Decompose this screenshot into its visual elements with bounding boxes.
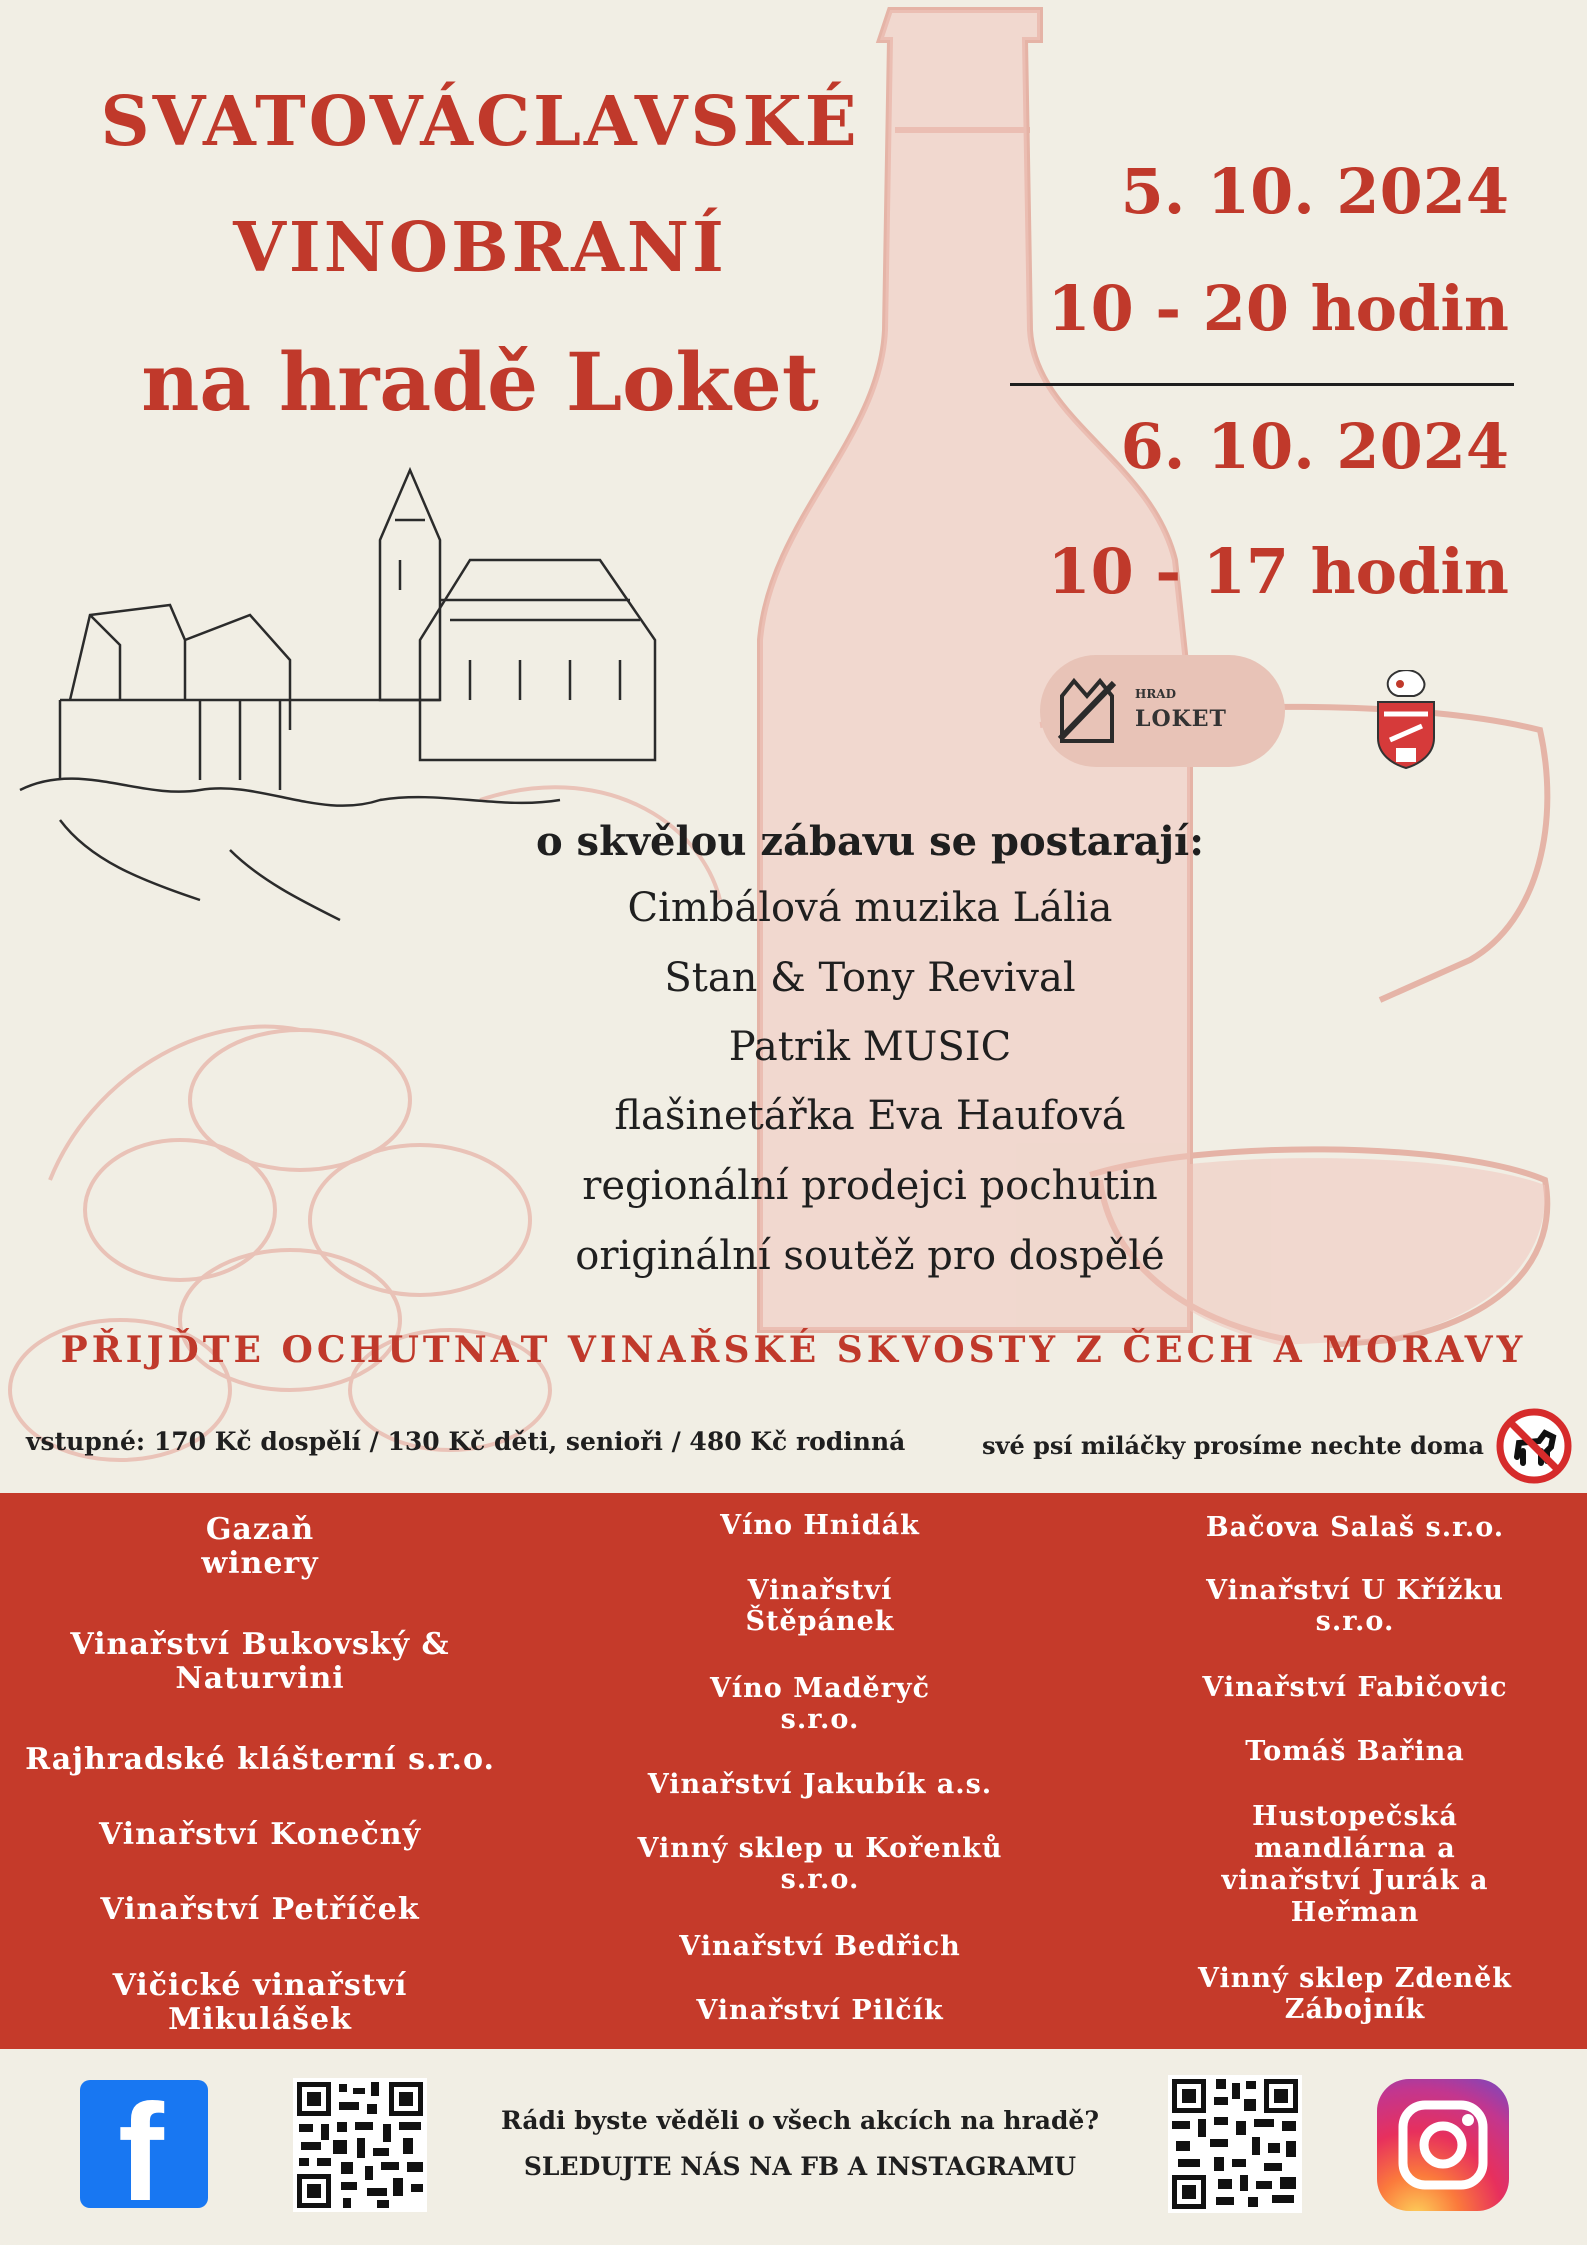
winery-item: Bačova Salaš s.r.o.: [1205, 1512, 1505, 1543]
winery-item: Vinný sklep Zdeněk Zábojník: [1198, 1963, 1512, 2025]
winery-item: Vinařství Jakubík a.s.: [647, 1769, 993, 1800]
title-line-1: SVATOVÁCLAVSKÉ: [100, 82, 860, 162]
winery-item: Vinařství Pilčík: [696, 1995, 944, 2026]
hrad-loket-logo: [1040, 655, 1285, 767]
day1-date: 5. 10. 2024: [1120, 155, 1509, 228]
footer-question: Rádi byste věděli o všech akcích na hradě?: [501, 2106, 1099, 2135]
logo-small-text: HRAD: [1135, 687, 1177, 701]
date-divider: [1010, 383, 1514, 386]
winery-item: Vinařství U Křížku s.r.o.: [1206, 1575, 1504, 1637]
winery-item: Hustopečská mandlárna a vinařství Jurák a Heřman: [1221, 1801, 1489, 1928]
castle-sword-icon: [1052, 671, 1122, 751]
winery-item: Vinařství Petříček: [100, 1892, 420, 1927]
program-intro: o skvělou zábavu se postarají:: [535, 818, 1205, 865]
program-item: Cimbálová muzika Lália: [627, 885, 1113, 931]
facebook-icon[interactable]: f: [80, 2080, 208, 2208]
winery-item: Vinařství Bedřich: [679, 1931, 961, 1962]
winery-item: Vinařství Fabičovic: [1202, 1672, 1508, 1703]
title-line-3: na hradě Loket: [141, 335, 819, 429]
title-line-2: VINOBRANÍ: [233, 208, 727, 288]
program-item: regionální prodejci pochutin: [582, 1163, 1158, 1209]
footer-cta: SLEDUJTE NÁS NA FB A INSTAGRAMU: [523, 2152, 1077, 2181]
winery-item: Vinařství Konečný: [98, 1817, 422, 1852]
winery-item: Rajhradské klášterní s.r.o.: [25, 1742, 495, 1777]
program-item: Patrik MUSIC: [728, 1024, 1012, 1070]
winery-item: Víno Hnidák: [720, 1510, 920, 1541]
winery-item: Vinný sklep u Kořenků s.r.o.: [637, 1833, 1003, 1895]
winery-item: Tomáš Bařina: [1245, 1736, 1465, 1767]
day2-hours: 10 - 17 hodin: [1047, 535, 1509, 608]
instagram-icon[interactable]: [1375, 2077, 1511, 2213]
winery-item: Vičické vinařství Mikulášek: [112, 1968, 408, 2037]
winery-item: Víno Maděryč s.r.o.: [709, 1673, 931, 1735]
wineries-band: [0, 1493, 1587, 2049]
instagram-qr-code-icon[interactable]: [1168, 2075, 1302, 2213]
loket-coat-of-arms-icon: [1370, 670, 1442, 770]
dogs-notice: své psí miláčky prosíme nechte doma: [982, 1431, 1484, 1460]
no-dogs-icon: [1495, 1407, 1573, 1485]
day1-hours: 10 - 20 hodin: [1047, 272, 1509, 345]
facebook-qr-code-icon[interactable]: [293, 2078, 427, 2212]
program-item: originální soutěž pro dospělé: [575, 1233, 1165, 1279]
winery-item: Vinařství Štěpánek: [745, 1575, 895, 1637]
day2-date: 6. 10. 2024: [1120, 410, 1509, 483]
program-item: Stan & Tony Revival: [664, 955, 1076, 1001]
winery-item: Vinařství Bukovský & Naturvini: [70, 1627, 450, 1696]
program-item: flašinetářka Eva Haufová: [614, 1093, 1126, 1139]
tagline: PŘIJĎTE OCHUTNAT VINAŘSKÉ SKVOSTY Z ČECH A MORAVY: [60, 1329, 1527, 1371]
entry-fee: vstupné: 170 Kč dospělí / 130 Kč děti, senioři / 480 Kč rodinná: [26, 1427, 906, 1456]
winery-item: Gazaň winery: [201, 1512, 319, 1581]
logo-name: LOKET: [1135, 706, 1227, 732]
